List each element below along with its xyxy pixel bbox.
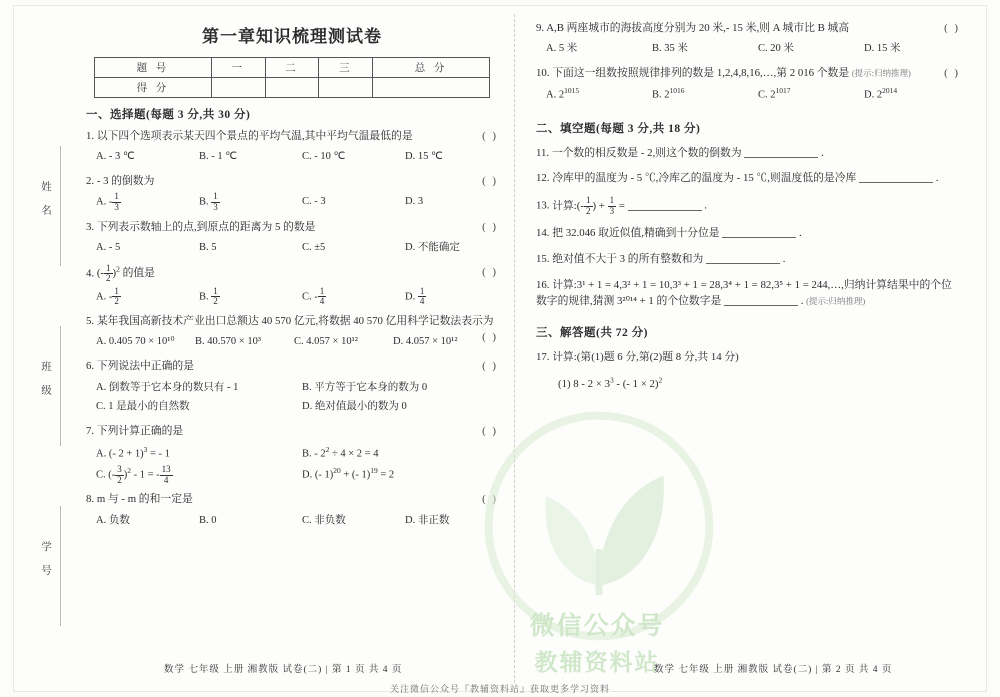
option-b[interactable]: B. - $2^2 \div 4 \times 2 = 4$: [302, 444, 379, 460]
question-text: 下列说法中正确的是: [96, 360, 194, 373]
option-b[interactable]: B. 35 米: [652, 43, 688, 55]
question-text: m 与 - m 的和一定是: [96, 493, 193, 506]
question-number: 10.: [536, 67, 550, 80]
question-text: 某年我国高新技术产业出口总额达 40 570 亿元,将数据 40 570 亿用科学记数法表示为: [96, 315, 494, 328]
margin-label-number: 学 号: [40, 541, 51, 580]
question-number: 4.: [86, 267, 95, 280]
option-a[interactable]: A. - $\frac{1}{3}$: [96, 191, 119, 212]
left-column: [72, 6, 512, 691]
page-bottom-note: 关注微信公众号『教辅资料站』获取更多学习资料: [389, 684, 610, 694]
option-a[interactable]: A. 倒数等于它本身的数只有 - 1: [96, 381, 239, 393]
option-c[interactable]: C. ±5: [302, 241, 326, 253]
option-b[interactable]: B. $\frac{1}{3}$: [199, 191, 218, 212]
answer-paren: ( ): [944, 22, 960, 34]
fill-question-11: [536, 145, 960, 162]
option-b[interactable]: B. 40.570 × 10³: [195, 336, 261, 348]
option-c[interactable]: C. - $\frac{1}{4}$: [302, 285, 325, 307]
question-text: 计算:(第(1)题 6 分,第(2)题 8 分,共 14 分): [552, 351, 739, 364]
question-period: .: [821, 146, 824, 159]
option-d[interactable]: D. 非正数: [405, 514, 450, 526]
question-text: 以下四个选项表示某天四个景点的平均气温,其中平均气温最低的是: [96, 130, 413, 142]
watermark-line-2: 教辅资料站: [534, 649, 660, 675]
question-period: .: [800, 295, 804, 308]
score-header-3: 三: [319, 58, 373, 78]
score-cell-3[interactable]: [319, 78, 373, 98]
option-d[interactable]: D. (- 1)$^{20}$ + (- 1)$^{19}$ = 2: [302, 466, 395, 481]
options-8: [86, 511, 498, 531]
option-a[interactable]: A. 5 米: [546, 43, 578, 55]
question-hint: (提示:归纳推理): [806, 296, 866, 307]
question-text: 计算:3¹ + 1 = 4,3² + 1 = 10,3³ + 1 = 28,3⁴ + 1 = 82,3⁵ + 1 = 244,…,归纳计算结果中的个位数字的规律,猜测 3²⁰¹⁴ + 1 的个位数字是: [536, 278, 952, 308]
question-1: [86, 128, 498, 144]
question-period: .: [935, 172, 939, 185]
table-row: [95, 58, 490, 78]
question-hint: (提示:归纳推理): [851, 68, 911, 79]
options-1: [86, 147, 498, 167]
column-divider: [514, 14, 515, 683]
question-text: 下列表示数轴上的点,到原点的距离为 5 的数是: [96, 220, 316, 233]
question-period: .: [704, 199, 707, 212]
question-text: 一个数的相反数是 - 2,则这个数的倒数为: [551, 146, 742, 159]
question-text: (1) $8 - 2 \times 3^3$ - (- 1 × 2)$^2$: [558, 375, 663, 391]
question-number: 12.: [536, 172, 550, 185]
answer-paren: ( ): [482, 130, 498, 142]
option-d[interactable]: D. 绝对值最小的数为 0: [302, 401, 407, 413]
option-d[interactable]: D. 15 米: [864, 43, 901, 55]
options-5: [86, 332, 482, 352]
option-b[interactable]: B. - 1 ℃: [199, 151, 238, 163]
score-cell-4[interactable]: [373, 78, 489, 98]
option-a[interactable]: A. - 5: [96, 241, 121, 253]
option-c[interactable]: C. $2^{1017}$: [758, 86, 791, 101]
answer-paren: ( ): [482, 175, 498, 188]
answer-blank[interactable]: [859, 171, 933, 183]
option-a[interactable]: A. - $\frac{1}{2}$: [96, 285, 119, 307]
exam-sheet: [14, 6, 986, 691]
answer-blank[interactable]: [706, 252, 780, 264]
options-4: [86, 287, 498, 307]
question-number: 6.: [86, 360, 95, 373]
options-3: [86, 238, 498, 258]
question-number: 3.: [86, 220, 95, 233]
question-4: [86, 264, 498, 284]
question-number: 11.: [536, 146, 550, 159]
question-text: 计算:(- $\frac{1}{2}$ ) + $\frac{1}{3}$ =: [552, 195, 625, 216]
option-d[interactable]: D. $\frac{1}{4}$: [405, 285, 425, 307]
option-a[interactable]: A. (- 2 + 1)$^3$ = - 1: [96, 444, 170, 460]
question-9: [536, 20, 960, 36]
question-period: .: [798, 227, 802, 240]
score-cell-1[interactable]: [211, 78, 265, 98]
answer-paren: ( ): [482, 265, 498, 278]
option-d[interactable]: D. 不能确定: [405, 241, 460, 253]
footer-left: 数学 七年级 上册 湘教版 试卷(二) | 第 1 页 共 4 页: [164, 665, 403, 675]
solve-question-17: [536, 349, 960, 366]
score-row-label: 得 分: [95, 78, 211, 98]
question-number: 2.: [86, 175, 95, 188]
option-b[interactable]: B. $2^{1016}$: [652, 86, 685, 101]
question-text: - 3 的倒数为: [96, 175, 155, 188]
question-number: 16.: [536, 278, 550, 291]
question-text: 把 32.046 取近似值,精确到十分位是: [552, 227, 720, 240]
fill-question-15: [536, 251, 960, 268]
footer-right: 数学 七年级 上册 湘教版 试卷(二) | 第 2 页 共 4 页: [654, 665, 893, 675]
options-6: [86, 378, 498, 418]
question-text: A,B 两座城市的海拔高度分别为 20 米,- 15 米,则 A 城市比 B 城高: [546, 22, 850, 34]
answer-blank[interactable]: [628, 199, 702, 211]
fill-question-13: [536, 196, 960, 216]
option-a[interactable]: A. 0.405 70 × 10¹⁰: [96, 336, 175, 348]
question-10: [536, 65, 960, 81]
question-number: 13.: [536, 199, 550, 212]
margin-line-3: [60, 506, 61, 626]
option-c[interactable]: C. (- $\frac{3}{2}$ )$^2$ - 1 = - $\frac{13}{4}$: [96, 464, 171, 485]
option-c[interactable]: C. 1 是最小的自然数: [96, 401, 190, 413]
option-b[interactable]: B. $\frac{1}{2}$: [199, 285, 218, 307]
margin-line-2: [60, 326, 61, 446]
answer-paren: ( ): [482, 360, 498, 373]
right-column: [522, 6, 974, 691]
option-c[interactable]: C. - 10 ℃: [302, 151, 346, 163]
solve-question-17-1: [536, 375, 960, 393]
question-number: 14.: [536, 227, 550, 240]
option-b[interactable]: B. 0: [199, 514, 217, 526]
score-header-2: 二: [265, 58, 319, 78]
watermark-line-1: 微信公众号: [529, 612, 665, 640]
margin-line-1: [60, 146, 61, 266]
question-text: 下列计算正确的是: [96, 425, 184, 438]
option-d[interactable]: D. 15 ℃: [405, 151, 443, 163]
margin-label-name: 姓 名: [40, 181, 51, 220]
option-a[interactable]: A. $2^{1015}$: [546, 86, 580, 101]
page-title: 第一章知识梳理测试卷: [202, 27, 382, 46]
score-header-1: 一: [211, 58, 265, 78]
options-2: [86, 192, 498, 212]
option-c[interactable]: C. 非负数: [302, 514, 346, 526]
question-8: [86, 491, 498, 507]
question-number: 15.: [536, 252, 550, 265]
question-period: .: [782, 252, 786, 265]
fill-question-12: [536, 170, 960, 187]
option-b[interactable]: B. 平方等于它本身的数为 0: [302, 381, 428, 393]
answer-paren: ( ): [482, 493, 498, 506]
option-d[interactable]: D. 4.057 × 10¹²: [393, 336, 458, 348]
table-row: [95, 78, 490, 98]
options-7: [86, 443, 498, 486]
question-number: 5.: [86, 315, 95, 328]
question-text: 下面这一组数按照规律排列的数是 1,2,4,8,16,…,第 2 016 个数是: [552, 67, 850, 80]
question-2: [86, 173, 498, 189]
answer-paren: ( ): [482, 331, 498, 344]
question-7: [86, 423, 498, 439]
binding-margin: [30, 16, 70, 681]
fill-question-14: [536, 225, 960, 242]
score-header-0: 题 号: [95, 58, 211, 78]
section-heading-fill: 二、填空题(每题 3 分,共 18 分): [536, 122, 701, 135]
option-a[interactable]: A. - 3 ℃: [96, 151, 135, 163]
section-heading-solve: 三、解答题(共 72 分): [536, 327, 648, 340]
score-header-4: 总 分: [373, 58, 489, 78]
answer-paren: ( ): [482, 220, 498, 233]
question-text: 冷库甲的温度为 - 5 ℃,冷库乙的温度为 - 15 ℃,则温度低的是冷库: [552, 172, 857, 185]
question-6: [86, 358, 498, 374]
question-text: 绝对值不大于 3 的所有整数和为: [552, 252, 704, 265]
score-cell-2[interactable]: [265, 78, 319, 98]
options-9: [536, 39, 960, 59]
question-3: [86, 219, 498, 235]
answer-paren: ( ): [944, 67, 960, 80]
answer-area-17[interactable]: [536, 395, 960, 545]
answer-blank[interactable]: [744, 146, 818, 158]
question-number: 8.: [86, 493, 95, 506]
answer-paren: ( ): [482, 425, 498, 438]
answer-blank[interactable]: [724, 294, 798, 306]
option-d[interactable]: D. $2^{2014}$: [864, 86, 898, 101]
question-number: 17.: [536, 351, 550, 364]
option-d[interactable]: D. 3: [405, 196, 424, 208]
margin-label-class: 班 级: [40, 361, 51, 400]
question-number: 9.: [536, 22, 545, 34]
options-10: [536, 84, 960, 105]
fill-question-16: [536, 277, 960, 310]
option-c[interactable]: C. 20 米: [758, 43, 794, 55]
option-b[interactable]: B. 5: [199, 241, 217, 253]
option-c[interactable]: C. - 3: [302, 196, 326, 208]
option-a[interactable]: A. 负数: [96, 514, 130, 526]
section-heading-choice: 一、选择题(每题 3 分,共 30 分): [86, 109, 251, 121]
question-number: 1.: [86, 130, 95, 142]
score-table: [94, 57, 490, 98]
question-number: 7.: [86, 425, 95, 438]
answer-blank[interactable]: [722, 226, 796, 238]
option-c[interactable]: C. 4.057 × 10¹²: [294, 336, 358, 348]
question-text: (- $\frac{1}{2}$ )$^2$ 的值是: [96, 262, 155, 284]
